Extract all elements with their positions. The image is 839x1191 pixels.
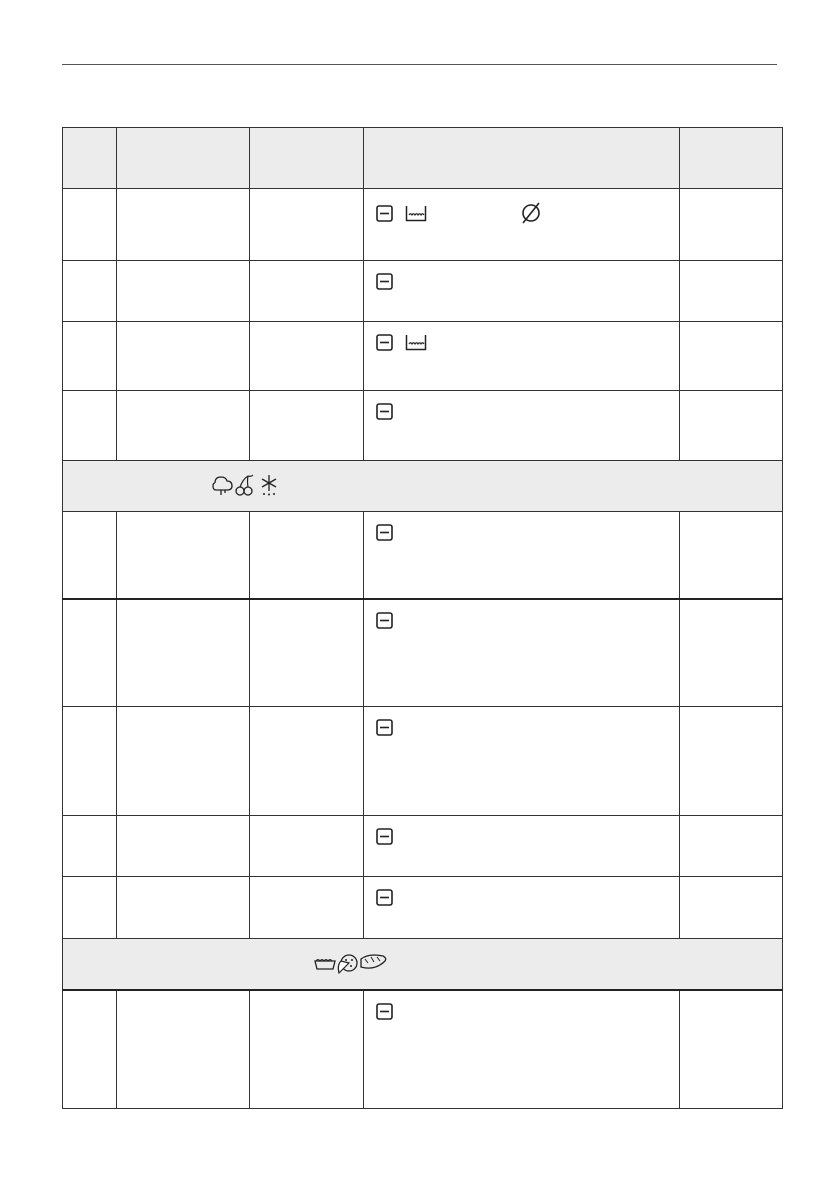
row-cell-2: [117, 322, 250, 391]
row-cell-accessories: [364, 261, 680, 322]
table-row: [63, 512, 783, 599]
row-cell-5: [680, 599, 783, 707]
row-cell-accessories: [364, 599, 680, 707]
frozen-icon: [260, 474, 278, 499]
category-separator-row: [63, 461, 783, 512]
row-cell-1: [63, 599, 117, 707]
category-separator: [63, 939, 783, 990]
row-cell-5: [680, 707, 783, 816]
table-row: [63, 599, 783, 707]
row-cell-3: [250, 816, 364, 877]
diameter-icon: [519, 201, 543, 228]
row-cell-2: [117, 990, 250, 1109]
row-cell-2: [117, 599, 250, 707]
row-cell-accessories: [364, 877, 680, 939]
row-cell-3: [250, 322, 364, 391]
tray-level-icon: [376, 205, 393, 225]
tray-level-icon: [376, 1003, 393, 1023]
water-tray-icon: [405, 334, 427, 354]
row-cell-1: [63, 322, 117, 391]
table-row: [63, 816, 783, 877]
row-cell-accessories: [364, 707, 680, 816]
row-cell-1: [63, 189, 117, 261]
row-cell-5: [680, 322, 783, 391]
row-cell-3: [250, 189, 364, 261]
baked-goods-icon: [313, 951, 389, 980]
tray-level-icon: [376, 273, 393, 293]
row-cell-3: [250, 990, 364, 1109]
row-cell-2: [117, 512, 250, 599]
row-cell-1: [63, 391, 117, 461]
header-cell-1: [63, 128, 117, 189]
row-cell-accessories: [364, 990, 680, 1109]
table-row: [63, 189, 783, 261]
tray-level-icon: [376, 403, 393, 423]
vegetables-fruits-icon: [212, 473, 256, 500]
row-cell-3: [250, 512, 364, 599]
water-tray-icon: [405, 205, 427, 225]
row-cell-2: [117, 391, 250, 461]
row-cell-5: [680, 391, 783, 461]
header-cell-3: [250, 128, 364, 189]
row-cell-3: [250, 599, 364, 707]
row-cell-accessories: [364, 189, 680, 261]
category-separator: [63, 461, 783, 512]
tray-level-icon: [376, 334, 393, 354]
row-cell-2: [117, 261, 250, 322]
row-cell-2: [117, 707, 250, 816]
table-row: [63, 261, 783, 322]
table-header-row: [63, 128, 783, 189]
table-row: [63, 990, 783, 1109]
settings-table: [62, 127, 783, 1109]
row-cell-accessories: [364, 322, 680, 391]
row-cell-3: [250, 707, 364, 816]
top-rule: [62, 64, 777, 65]
row-cell-5: [680, 189, 783, 261]
row-cell-accessories: [364, 816, 680, 877]
row-cell-5: [680, 877, 783, 939]
row-cell-accessories: [364, 391, 680, 461]
row-cell-2: [117, 877, 250, 939]
row-cell-1: [63, 512, 117, 599]
row-cell-5: [680, 261, 783, 322]
row-cell-3: [250, 391, 364, 461]
category-separator-row: [63, 939, 783, 990]
row-cell-5: [680, 512, 783, 599]
tray-level-icon: [376, 612, 393, 632]
row-cell-1: [63, 816, 117, 877]
tray-level-icon: [376, 524, 393, 544]
row-cell-5: [680, 990, 783, 1109]
tray-level-icon: [376, 889, 393, 909]
row-cell-2: [117, 816, 250, 877]
row-cell-accessories: [364, 512, 680, 599]
tray-level-icon: [376, 719, 393, 739]
row-cell-5: [680, 816, 783, 877]
row-cell-3: [250, 877, 364, 939]
header-cell-4: [364, 128, 680, 189]
header-cell-5: [680, 128, 783, 189]
header-cell-2: [117, 128, 250, 189]
row-cell-1: [63, 707, 117, 816]
table-row: [63, 707, 783, 816]
table-row: [63, 877, 783, 939]
row-cell-1: [63, 261, 117, 322]
row-cell-3: [250, 261, 364, 322]
tray-level-icon: [376, 828, 393, 848]
table-row: [63, 391, 783, 461]
row-cell-1: [63, 877, 117, 939]
row-cell-1: [63, 990, 117, 1109]
row-cell-2: [117, 189, 250, 261]
table-row: [63, 322, 783, 391]
